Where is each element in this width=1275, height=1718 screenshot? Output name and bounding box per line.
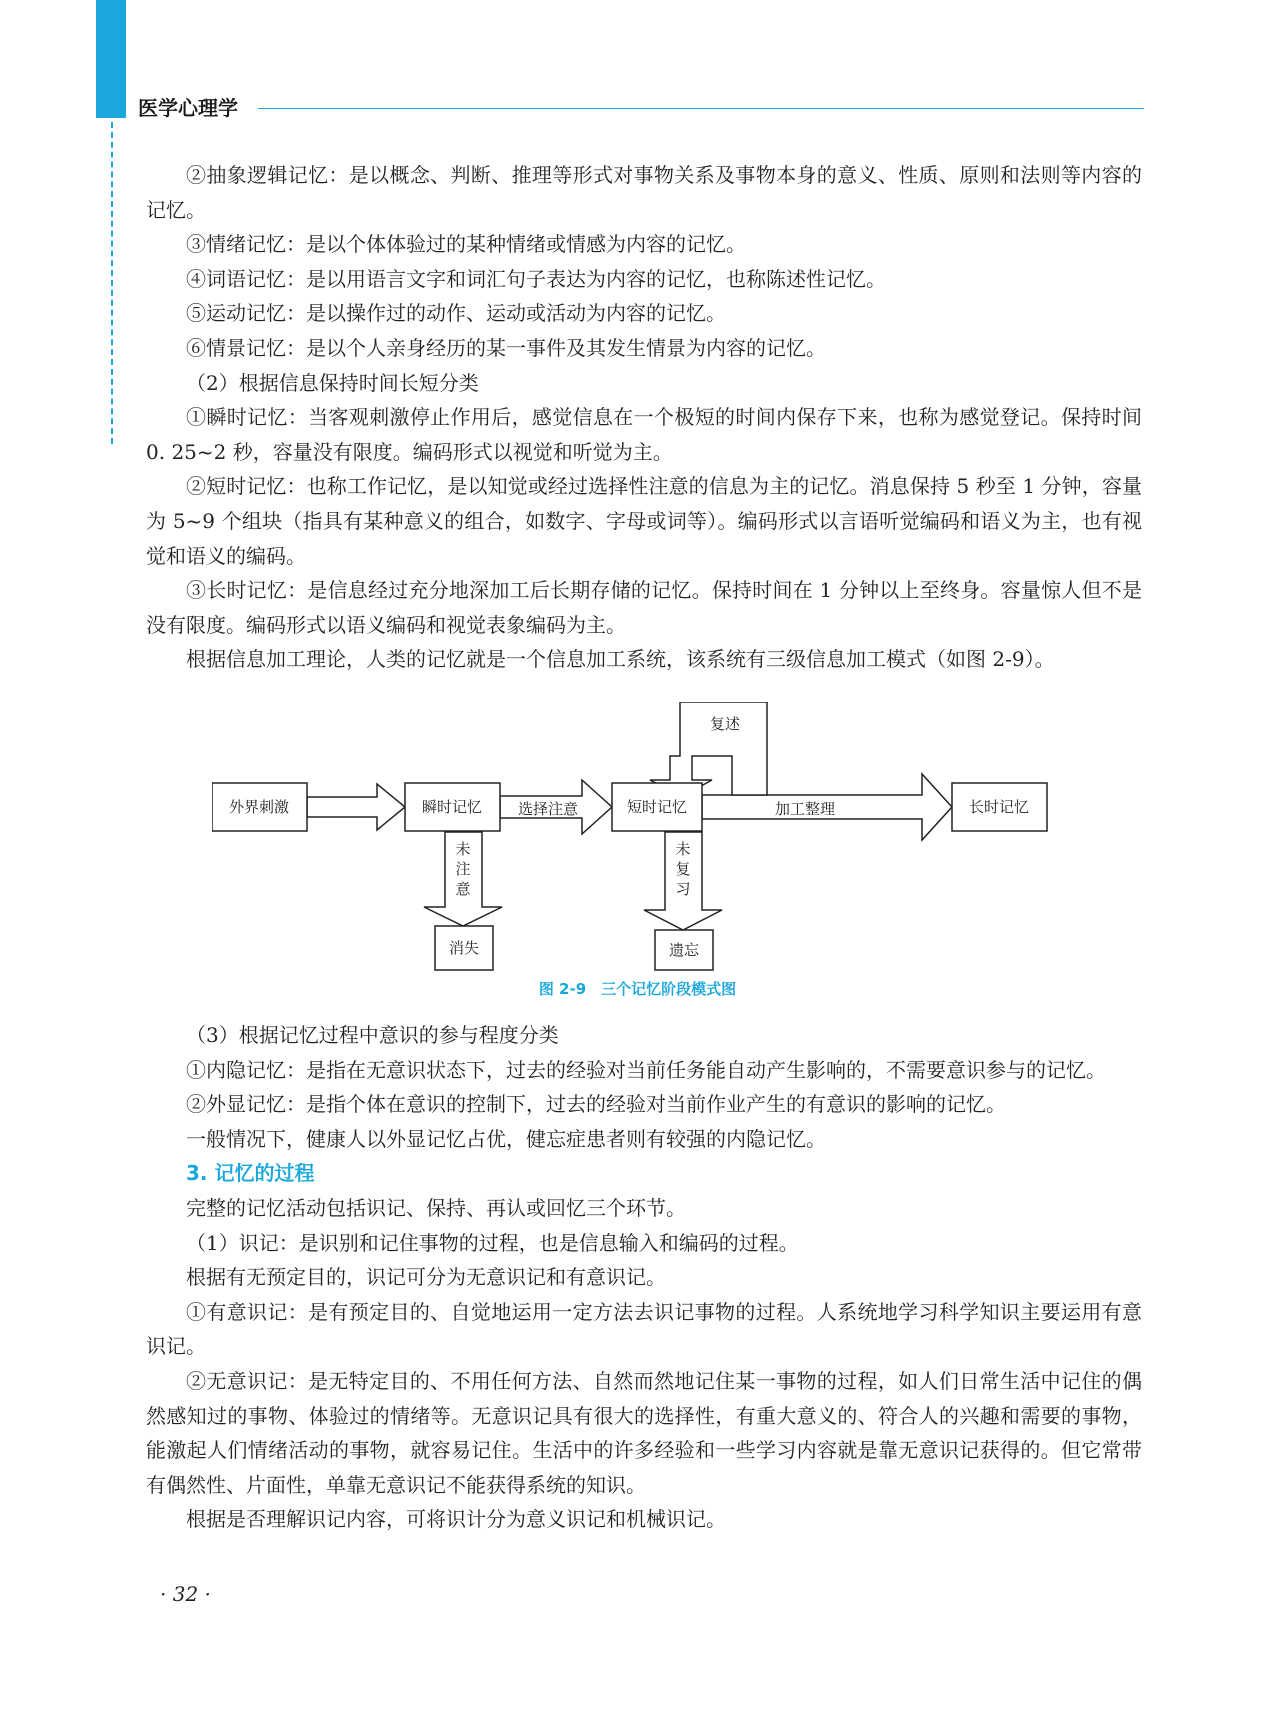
label-short-term-memory: 短时记忆 — [626, 798, 688, 816]
paragraph: 根据是否理解识记内容，可将识计分为意义识记和机械识记。 — [186, 1507, 726, 1532]
paragraph: ③情绪记忆：是以个体体验过的某种情绪或情感为内容的记忆。 — [186, 232, 746, 257]
paragraph: （3）根据记忆过程中意识的参与程度分类 — [186, 1023, 559, 1047]
margin-dashed-line — [111, 122, 113, 444]
label-not-attended-3: 意 — [455, 880, 471, 898]
paragraph: （2）根据信息保持时间长短分类 — [186, 370, 479, 395]
paragraph: ②无意识记：是无特定目的、不用任何方法、自然而然地记住某一事物的过程，如人们日常生活中记住的偶然感知过的事物、体验过的情绪等。无意识记具有很大的选择性，有重大意义的、符合人的兴趣和需要的事物，能激起人们情绪活动的事物，就容易记住。生活中的许多经验和一些学习内容就是靠无意识记获得的。但它常带有偶然性、片面性，单靠无意识记不能获得系统的知识。 — [146, 1368, 1142, 1497]
page-number: · 32 · — [160, 1582, 211, 1606]
label-long-term-memory: 长时记忆 — [968, 798, 1030, 816]
label-external-stimulus: 外界刺激 — [228, 798, 290, 816]
label-processing: 加工整理 — [774, 800, 836, 818]
label-selective-attention: 选择注意 — [517, 800, 579, 818]
figure-caption: 图 2-9 三个记忆阶段模式图 — [538, 980, 737, 998]
paragraph: ①有意识记：是有预定目的、自觉地运用一定方法去识记事物的过程。人系统地学习科学知识主要运用有意识记。 — [146, 1299, 1142, 1359]
paragraph: 根据有无预定目的，识记可分为无意识记和有意识记。 — [186, 1265, 666, 1290]
header-color-tab — [96, 0, 126, 118]
paragraph: 完整的记忆活动包括识记、保持、再认或回忆三个环节。 — [186, 1195, 686, 1220]
paragraph: 根据信息加工理论，人类的记忆就是一个信息加工系统，该系统有三级信息加工模式（如图 2-9）。 — [186, 647, 1055, 672]
book-title: 医学心理学 — [138, 96, 238, 120]
label-rehearsal: 复述 — [709, 715, 741, 733]
memory-model-diagram — [212, 702, 1082, 972]
paragraph: ④词语记忆：是以用语言文字和词汇句子表达为内容的记忆，也称陈述性记忆。 — [186, 266, 886, 291]
arrow-stimulus-to-sensory — [307, 784, 405, 830]
paragraph: ⑤运动记忆：是以操作过的动作、运动或活动为内容的记忆。 — [186, 301, 726, 326]
label-not-attended-2: 注 — [455, 860, 471, 878]
body-text-bottom — [146, 1018, 1142, 1537]
label-disappear: 消失 — [448, 939, 480, 957]
section-heading: 3. 记忆的过程 — [186, 1161, 315, 1186]
paragraph: 一般情况下，健康人以外显记忆占优，健忘症患者则有较强的内隐记忆。 — [186, 1126, 826, 1151]
header-rule — [258, 108, 1144, 109]
label-sensory-memory: 瞬时记忆 — [421, 798, 483, 816]
paragraph: ①内隐记忆：是指在无意识状态下，过去的经验对当前任务能自动产生影响的，不需要意识参与的记忆。 — [186, 1057, 1106, 1082]
paragraph: ⑥情景记忆：是以个人亲身经历的某一事件及其发生情景为内容的记忆。 — [186, 335, 826, 360]
paragraph: ②外显记忆：是指个体在意识的控制下，过去的经验对当前作业产生的有意识的影响的记忆。 — [186, 1092, 1006, 1117]
label-not-reviewed-1: 未 — [675, 840, 691, 858]
paragraph: ①瞬时记忆：当客观刺激停止作用后，感觉信息在一个极短的时间内保存下来，也称为感觉登记。保持时间 0. 25~2 秒，容量没有限度。编码形式以视觉和听觉为主。 — [146, 405, 1142, 464]
paragraph: ②短时记忆：也称工作记忆，是以知觉或经过选择性注意的信息为主的记忆。消息保持 5 秒至 1 分钟，容量为 5~9 个组块（指具有某种意义的组合，如数字、字母或词等）。编码形式以言语听觉编码和语义为主，也有视觉和语义的编码。 — [146, 474, 1142, 568]
label-not-reviewed-2: 复 — [675, 860, 691, 878]
body-text-top — [146, 158, 1142, 677]
label-forget: 遗忘 — [668, 941, 700, 959]
paragraph: ③长时记忆：是信息经过充分地深加工后长期存储的记忆。保持时间在 1 分钟以上至终身。容量惊人但不是没有限度。编码形式以语义编码和视觉表象编码为主。 — [146, 578, 1142, 637]
paragraph: ②抽象逻辑记忆：是以概念、判断、推理等形式对事物关系及事物本身的意义、性质、原则和法则等内容的记忆。 — [146, 163, 1142, 222]
paragraph: （1）识记：是识别和记住事物的过程，也是信息输入和编码的过程。 — [186, 1230, 799, 1255]
label-not-reviewed-3: 习 — [675, 880, 691, 898]
label-not-attended-1: 未 — [455, 840, 471, 858]
